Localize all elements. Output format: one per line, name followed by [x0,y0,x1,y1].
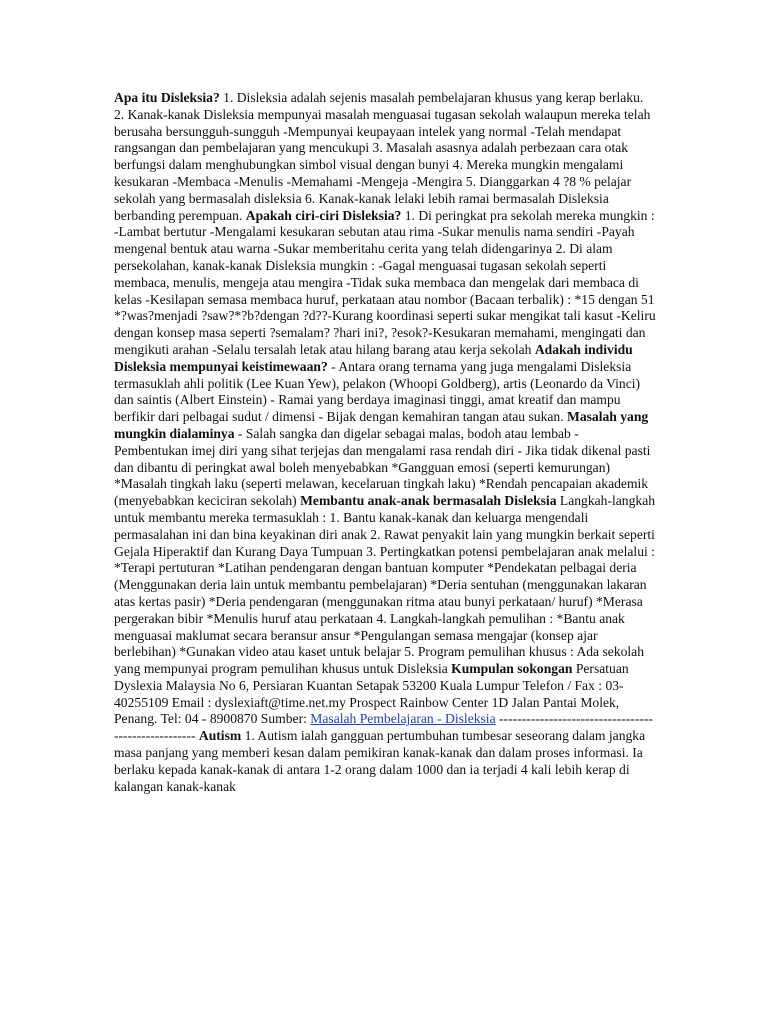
document-body [114,90,656,795]
paragraph-membantu-anak: Langkah-langkah untuk membantu mereka termasuklah : 1. Bantu kanak-kanak dan keluarga mengendali permasalahan ini dan bina keyakinan diri anak 2. Rawat penyakit lain yang mungkin berkait seperti Gejala Hiperaktif dan Kurang Daya Tumpuan 3. Pertingkatkan potensi pembelajaran anak melalui : *Terapi pertuturan *Latihan pendengaran dengan bantuan komputer *Pendekatan pelbagai deria (Menggunakan deria lain untuk membantu pembelajaran) *Deria sentuhan (menggunakan lakaran atas kertas pasir) *Deria pendengaran (menggunakan ritma atau bunyi perkataan/ huruf) *Merasa pergerakan bibir *Menulis huruf atau perkataan 4. Langkah-langkah pemulihan : *Bantu anak menguasai maklumat secara beransur ansur *Pengulangan semasa mengajar (konsep ajar berlebihan) *Gunakan video atau kaset untuk belajar 5. Program pemulihan khusus : Ada sekolah yang mempunyai program pemulihan khusus untuk Disleksia [114,493,656,677]
heading-autism: Autism [198,728,242,744]
separator-line: ---------------------------------------------------- [114,711,653,744]
paragraph-masalah-dialami: - Salah sangka dan digelar sebagai malas, bodoh atau lembab - Pembentukan imej diri yang sihat terjejas dan mengalami rasa rendah diri - Jika tidak dikenal pasti dan dibantu di peringkat awal boleh menyebabkan *Gangguan emosi (seperti kemurungan) *Masalah tingkah laku (seperti melawan, kecelaruan tingkah laku) *Rendah pencapaian akademik (menyebabkan keciciran sekolah) [114,425,651,509]
paragraph-definisi: 1. Disleksia adalah sejenis masalah pembelajaran khusus yang kerap berlaku. 2. Kanak-kanak Disleksia mempunyai masalah menguasai tugasan sekolah walaupun mereka telah berusaha bersungguh-sungguh -Mempunyai keupayaan intelek yang normal -Telah mendapat rangsangan dan pembelajaran yang mencukupi 3. Masalah asasnya adalah perbezaan cara otak berfungsi dalam menghubungkan simbol visual dengan bunyi 4. Mereka mungkin mengalami kesukaran -Membaca -Menulis -Memahami -Mengeja -Mengira 5. Dianggarkan 4 ?8 % pelajar sekolah yang bermasalah disleksia 6. Kanak-kanak lelaki lebih ramai bermasalah Disleksia berbanding perempuan. [114,90,651,223]
source-link[interactable]: Masalah Pembelajaran - Disleksia [310,711,496,727]
paragraph-autism: 1. Autism ialah gangguan pertumbuhan tumbesar seseorang dalam jangka masa panjang yang memberi kesan dalam pemikiran kanak-kanak dan dalam proses informasi. Ia berlaku kepada kanak-kanak di antara 1-2 orang dalam 1000 dan ia terjadi 4 kali lebih kerap di kalangan kanak-kanak [114,728,646,794]
heading-masalah-dialami: Masalah yang mungkin dialaminya [114,409,649,441]
paragraph-kumpulan-sokongan: Persatuan Dyslexia Malaysia No 6, Persiaran Kuantan Setapak 53200 Kuala Lumpur Telefon / Fax : 03-40255109 Email : dyslexiaft@time.net.my Prospect Rainbow Center 1D Jalan Pantai Molek, Penang. Tel: 04 - 8900870 Sumber: [114,661,629,727]
heading-ciri-ciri-disleksia: Apakah ciri-ciri Disleksia? [245,207,402,223]
heading-apa-itu-disleksia: Apa itu Disleksia? [114,90,220,105]
paragraph-keistimewaan: - Antara orang ternama yang juga mengalami Disleksia termasuklah ahli politik (Lee Kuan Yew), pelakon (Whoopi Goldberg), artis (Leonardo da Vinci) dan saintis (Albert Einstein) - Ramai yang berdaya imaginasi tinggi, amat kreatif dan mampu berfikir dari pelbagai sudut / dimensi - Bijak dengan kemahiran tangan atau sukan. [114,358,641,425]
heading-membantu-anak: Membantu anak-anak bermasalah Disleksia [300,493,557,509]
heading-keistimewaan: Adakah individu Disleksia mempunyai keistimewaan? [114,341,633,374]
paragraph-ciri-ciri: 1. Di peringkat pra sekolah mereka mungkin : -Lambat bertutur -Mengalami kesukaran sebutan atau rima -Sukar menulis nama sendiri -Payah mengenal bentuk atau warna -Sukar memberitahu cerita yang telah didengarinya 2. Di alam persekolahan, kanak-kanak Disleksia mungkin : -Gagal menguasai tugasan sekolah seperti membaca, menulis, mengeja atau mengira -Tidak suka membaca dan mengelak dari membaca di kelas -Kesilapan semasa membaca huruf, perkataan atau nombor (Bacaan terbalik) : *15 dengan 51 *?was?menjadi ?saw?*?b?dengan ?d??-Kurang koordinasi seperti sukar mengikat tali kasut -Keliru dengan konsep masa seperti ?semalam? ?hari ini?, ?esok?-Kesukaran memahami, mengingati dan mengikuti arahan -Selalu tersalah letak atau hilang barang atau kerja sekolah [114,207,656,357]
heading-kumpulan-sokongan: Kumpulan sokongan [451,661,573,677]
